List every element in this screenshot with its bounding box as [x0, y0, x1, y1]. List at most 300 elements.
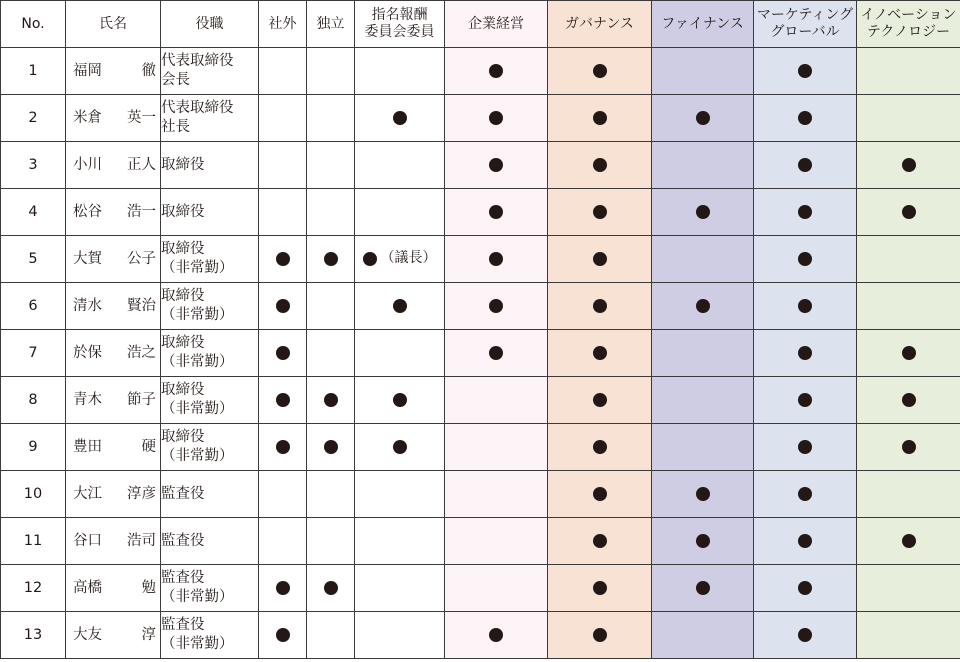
- cell-role: [161, 612, 259, 659]
- role-subtitle: 会長: [161, 72, 190, 88]
- filled-circle-icon: [324, 581, 338, 595]
- cell-finance: [652, 471, 754, 518]
- filled-circle-icon: [798, 252, 812, 266]
- cell-innovation-technology: [857, 471, 960, 518]
- role-title: 取締役: [161, 156, 205, 173]
- cell-innovation-technology: [857, 283, 960, 330]
- cell-marketing-global: [754, 612, 857, 659]
- family-name: 於保: [73, 344, 102, 361]
- role-subtitle: （非常勤）: [161, 448, 234, 464]
- filled-circle-icon: [902, 205, 916, 219]
- cell-nomination-committee: [355, 471, 445, 518]
- cell-finance: [652, 95, 754, 142]
- cell-role: [161, 330, 259, 377]
- cell-finance: [652, 377, 754, 424]
- family-name: 谷口: [73, 532, 102, 549]
- cell-innovation-technology: [857, 95, 960, 142]
- cell-governance: [548, 283, 652, 330]
- cell-role: [161, 377, 259, 424]
- table-row: [1, 189, 960, 236]
- cell-independent: [307, 518, 355, 565]
- filled-circle-icon: [276, 393, 290, 407]
- filled-circle-icon: [902, 534, 916, 548]
- cell-governance: [548, 330, 652, 377]
- filled-circle-icon: [902, 346, 916, 360]
- cell-innovation-technology: [857, 612, 960, 659]
- role-subtitle: （非常勤）: [161, 354, 234, 370]
- filled-circle-icon: [902, 158, 916, 172]
- cell-outside: [259, 142, 307, 189]
- filled-circle-icon: [798, 628, 812, 642]
- cell-governance: [548, 48, 652, 95]
- header-outside: 社外: [259, 1, 307, 48]
- cell-corporate-management: [445, 283, 548, 330]
- cell-nomination-committee: [355, 48, 445, 95]
- person-name: [66, 62, 160, 81]
- filled-circle-icon: [696, 111, 710, 125]
- filled-circle-icon: [798, 440, 812, 454]
- role-subtitle: （非常勤）: [161, 589, 234, 605]
- table-row: [1, 283, 960, 330]
- cell-no: 3: [1, 142, 66, 189]
- cell-role: [161, 236, 259, 283]
- header-nomination-line1: 指名報酬: [371, 7, 428, 23]
- filled-circle-icon: [696, 205, 710, 219]
- table-row: [1, 236, 960, 283]
- cell-name: [66, 236, 161, 283]
- person-name: [66, 203, 160, 222]
- role-subtitle: （非常勤）: [161, 401, 234, 417]
- header-role: 役職: [161, 1, 259, 48]
- given-name: 浩一: [127, 203, 156, 220]
- filled-circle-icon: [696, 534, 710, 548]
- filled-circle-icon: [798, 534, 812, 548]
- person-name: [66, 109, 160, 128]
- header-innovation-line2: テクノロジー: [866, 24, 951, 40]
- family-name: 大友: [73, 626, 102, 643]
- cell-outside: [259, 330, 307, 377]
- given-name: 淳: [141, 626, 156, 643]
- filled-circle-icon: [696, 299, 710, 313]
- person-name: [66, 438, 160, 457]
- cell-governance: [548, 471, 652, 518]
- cell-role: [161, 424, 259, 471]
- filled-circle-icon: [798, 111, 812, 125]
- family-name: 清水: [73, 297, 102, 314]
- cell-outside: [259, 471, 307, 518]
- cell-innovation-technology: [857, 142, 960, 189]
- cell-role: [161, 95, 259, 142]
- family-name: 大江: [73, 485, 102, 502]
- header-marketing-global: [754, 1, 857, 48]
- cell-innovation-technology: [857, 424, 960, 471]
- filled-circle-icon: [393, 111, 407, 125]
- cell-no: 9: [1, 424, 66, 471]
- cell-name: [66, 377, 161, 424]
- family-name: 小川: [73, 156, 102, 173]
- cell-corporate-management: [445, 48, 548, 95]
- filled-circle-icon: [393, 440, 407, 454]
- cell-no: 1: [1, 48, 66, 95]
- person-name: [66, 485, 160, 504]
- role-title: 監査役: [161, 570, 205, 586]
- person-name: [66, 297, 160, 316]
- table-header: [1, 1, 960, 48]
- table-row: [1, 48, 960, 95]
- filled-circle-icon: [593, 581, 607, 595]
- cell-name: [66, 48, 161, 95]
- cell-finance: [652, 283, 754, 330]
- header-marketing-line2: グローバル: [770, 24, 840, 40]
- filled-circle-icon: [593, 487, 607, 501]
- table-row: [1, 142, 960, 189]
- cell-role: [161, 142, 259, 189]
- filled-circle-icon: [393, 299, 407, 313]
- cell-name: [66, 424, 161, 471]
- filled-circle-icon: [324, 440, 338, 454]
- cell-corporate-management: [445, 236, 548, 283]
- cell-independent: [307, 424, 355, 471]
- cell-finance: [652, 189, 754, 236]
- filled-circle-icon: [276, 581, 290, 595]
- person-name: [66, 344, 160, 363]
- cell-corporate-management: [445, 424, 548, 471]
- header-finance: ファイナンス: [652, 1, 754, 48]
- filled-circle-icon: [798, 205, 812, 219]
- header-governance: ガバナンス: [548, 1, 652, 48]
- cell-corporate-management: [445, 377, 548, 424]
- role-title: 取締役: [161, 241, 205, 257]
- filled-circle-icon: [798, 346, 812, 360]
- cell-outside: [259, 95, 307, 142]
- role-title: 監査役: [161, 617, 205, 633]
- filled-circle-icon: [902, 393, 916, 407]
- cell-marketing-global: [754, 518, 857, 565]
- cell-finance: [652, 424, 754, 471]
- cell-independent: [307, 142, 355, 189]
- person-name: [66, 532, 160, 551]
- cell-no: 6: [1, 283, 66, 330]
- role-title: 監査役: [161, 485, 205, 502]
- cell-nomination-committee: [355, 189, 445, 236]
- cell-outside: [259, 377, 307, 424]
- cell-outside: [259, 424, 307, 471]
- cell-outside: [259, 612, 307, 659]
- cell-outside: [259, 518, 307, 565]
- cell-governance: [548, 565, 652, 612]
- filled-circle-icon: [593, 393, 607, 407]
- role-title: 取締役: [161, 335, 205, 351]
- filled-circle-icon: [276, 440, 290, 454]
- cell-name: [66, 518, 161, 565]
- header-innovation-line1: イノベーション: [860, 7, 957, 23]
- given-name: 節子: [127, 391, 156, 408]
- family-name: 米倉: [73, 109, 102, 126]
- filled-circle-icon: [276, 252, 290, 266]
- table-row: [1, 518, 960, 565]
- table-row: [1, 565, 960, 612]
- cell-outside: [259, 236, 307, 283]
- role-title: 取締役: [161, 203, 205, 220]
- family-name: 豊田: [73, 438, 102, 455]
- filled-circle-icon: [593, 64, 607, 78]
- filled-circle-icon: [489, 111, 503, 125]
- cell-name: [66, 95, 161, 142]
- cell-name: [66, 189, 161, 236]
- header-nomination-committee: [355, 1, 445, 48]
- cell-governance: [548, 518, 652, 565]
- cell-nomination-committee: [355, 377, 445, 424]
- filled-circle-icon: [593, 299, 607, 313]
- cell-governance: [548, 612, 652, 659]
- filled-circle-icon: [798, 158, 812, 172]
- cell-role: [161, 471, 259, 518]
- cell-innovation-technology: [857, 330, 960, 377]
- cell-marketing-global: [754, 377, 857, 424]
- filled-circle-icon: [696, 581, 710, 595]
- cell-governance: [548, 189, 652, 236]
- cell-corporate-management: [445, 142, 548, 189]
- cell-nomination-committee: [355, 95, 445, 142]
- role-title: 取締役: [161, 382, 205, 398]
- filled-circle-icon: [798, 581, 812, 595]
- cell-corporate-management: [445, 612, 548, 659]
- cell-nomination-committee: [355, 330, 445, 377]
- cell-marketing-global: [754, 565, 857, 612]
- filled-circle-icon: [489, 252, 503, 266]
- cell-name: [66, 330, 161, 377]
- cell-finance: [652, 48, 754, 95]
- header-innovation-technology: [857, 1, 960, 48]
- filled-circle-icon: [393, 393, 407, 407]
- cell-no: 5: [1, 236, 66, 283]
- filled-circle-icon: [593, 534, 607, 548]
- filled-circle-icon: [798, 393, 812, 407]
- filled-circle-icon: [324, 252, 338, 266]
- filled-circle-icon: [489, 628, 503, 642]
- header-corporate-management: 企業経営: [445, 1, 548, 48]
- cell-innovation-technology: [857, 565, 960, 612]
- header-row: [1, 1, 960, 48]
- cell-independent: [307, 236, 355, 283]
- filled-circle-icon: [593, 440, 607, 454]
- cell-independent: [307, 612, 355, 659]
- cell-governance: [548, 142, 652, 189]
- cell-independent: [307, 377, 355, 424]
- cell-name: [66, 612, 161, 659]
- cell-marketing-global: [754, 48, 857, 95]
- filled-circle-icon: [593, 205, 607, 219]
- cell-innovation-technology: [857, 189, 960, 236]
- table-row: [1, 612, 960, 659]
- given-name: 公子: [127, 250, 156, 267]
- table-row: [1, 471, 960, 518]
- role-title: 監査役: [161, 532, 205, 549]
- given-name: 英一: [127, 109, 156, 126]
- filled-circle-icon: [593, 628, 607, 642]
- cell-marketing-global: [754, 95, 857, 142]
- filled-circle-icon: [489, 64, 503, 78]
- chair-note: （議長）: [380, 250, 437, 267]
- filled-circle-icon: [798, 64, 812, 78]
- cell-finance: [652, 612, 754, 659]
- cell-finance: [652, 142, 754, 189]
- given-name: 勉: [141, 579, 156, 596]
- cell-corporate-management: [445, 95, 548, 142]
- filled-circle-icon: [593, 346, 607, 360]
- filled-circle-icon: [593, 158, 607, 172]
- person-name: [66, 391, 160, 410]
- given-name: 徹: [141, 62, 156, 79]
- cell-role: [161, 189, 259, 236]
- cell-nomination-committee: [355, 518, 445, 565]
- role-subtitle: （非常勤）: [161, 636, 234, 652]
- cell-corporate-management: [445, 518, 548, 565]
- cell-marketing-global: [754, 236, 857, 283]
- given-name: 浩之: [127, 344, 156, 361]
- cell-outside: [259, 189, 307, 236]
- cell-finance: [652, 330, 754, 377]
- cell-role: [161, 283, 259, 330]
- cell-no: 13: [1, 612, 66, 659]
- role-title: 取締役: [161, 288, 205, 304]
- header-name: 氏名: [66, 1, 161, 48]
- table-row: [1, 95, 960, 142]
- filled-circle-icon: [489, 346, 503, 360]
- cell-innovation-technology: [857, 236, 960, 283]
- cell-no: 11: [1, 518, 66, 565]
- header-no: No.: [1, 1, 66, 48]
- cell-independent: [307, 565, 355, 612]
- cell-corporate-management: [445, 189, 548, 236]
- table-row: [1, 330, 960, 377]
- cell-marketing-global: [754, 424, 857, 471]
- cell-corporate-management: [445, 471, 548, 518]
- cell-name: [66, 283, 161, 330]
- cell-outside: [259, 283, 307, 330]
- given-name: 淳彦: [127, 485, 156, 502]
- header-independent: 独立: [307, 1, 355, 48]
- filled-circle-icon: [593, 252, 607, 266]
- table-row: [1, 377, 960, 424]
- role-title: 代表取締役: [161, 53, 234, 69]
- cell-nomination-committee: [355, 424, 445, 471]
- cell-name: [66, 142, 161, 189]
- cell-no: 2: [1, 95, 66, 142]
- filled-circle-icon: [489, 158, 503, 172]
- person-name: [66, 579, 160, 598]
- person-name: [66, 156, 160, 175]
- role-subtitle: （非常勤）: [161, 307, 234, 323]
- table-row: [1, 424, 960, 471]
- header-nomination-line2: 委員会委員: [364, 24, 435, 40]
- family-name: 福岡: [73, 62, 102, 79]
- person-name: [66, 626, 160, 645]
- cell-nomination-committee: [355, 236, 445, 283]
- cell-role: [161, 48, 259, 95]
- cell-name: [66, 471, 161, 518]
- filled-circle-icon: [276, 299, 290, 313]
- given-name: 硬: [141, 438, 156, 455]
- cell-marketing-global: [754, 471, 857, 518]
- family-name: 高橋: [73, 579, 102, 596]
- role-title: 取締役: [161, 429, 205, 445]
- cell-corporate-management: [445, 330, 548, 377]
- filled-circle-icon: [363, 252, 377, 266]
- cell-independent: [307, 283, 355, 330]
- family-name: 青木: [73, 391, 102, 408]
- cell-name: [66, 565, 161, 612]
- cell-marketing-global: [754, 283, 857, 330]
- cell-role: [161, 518, 259, 565]
- filled-circle-icon: [489, 299, 503, 313]
- role-subtitle: （非常勤）: [161, 260, 234, 276]
- cell-independent: [307, 48, 355, 95]
- person-name: [66, 250, 160, 269]
- cell-outside: [259, 565, 307, 612]
- given-name: 正人: [127, 156, 156, 173]
- cell-no: 12: [1, 565, 66, 612]
- filled-circle-icon: [798, 487, 812, 501]
- cell-innovation-technology: [857, 518, 960, 565]
- role-subtitle: 社長: [161, 119, 190, 135]
- given-name: 賢治: [127, 297, 156, 314]
- cell-marketing-global: [754, 330, 857, 377]
- filled-circle-icon: [324, 393, 338, 407]
- cell-no: 7: [1, 330, 66, 377]
- cell-innovation-technology: [857, 377, 960, 424]
- cell-independent: [307, 471, 355, 518]
- filled-circle-icon: [902, 440, 916, 454]
- header-marketing-line1: マーケティング: [756, 7, 854, 23]
- cell-outside: [259, 48, 307, 95]
- cell-governance: [548, 95, 652, 142]
- cell-governance: [548, 424, 652, 471]
- role-title: 代表取締役: [161, 100, 234, 116]
- cell-no: 4: [1, 189, 66, 236]
- cell-finance: [652, 236, 754, 283]
- cell-nomination-committee: [355, 142, 445, 189]
- table-body: [1, 48, 960, 659]
- filled-circle-icon: [276, 346, 290, 360]
- cell-role: [161, 565, 259, 612]
- cell-marketing-global: [754, 142, 857, 189]
- filled-circle-icon: [696, 487, 710, 501]
- filled-circle-icon: [276, 628, 290, 642]
- cell-corporate-management: [445, 565, 548, 612]
- cell-independent: [307, 95, 355, 142]
- filled-circle-icon: [489, 205, 503, 219]
- cell-nomination-committee: [355, 565, 445, 612]
- given-name: 浩司: [127, 532, 156, 549]
- cell-no: 8: [1, 377, 66, 424]
- filled-circle-icon: [593, 111, 607, 125]
- cell-independent: [307, 189, 355, 236]
- family-name: 大賀: [73, 250, 102, 267]
- cell-governance: [548, 377, 652, 424]
- cell-nomination-committee: [355, 283, 445, 330]
- cell-finance: [652, 565, 754, 612]
- cell-no: 10: [1, 471, 66, 518]
- cell-independent: [307, 330, 355, 377]
- cell-nomination-committee: [355, 612, 445, 659]
- cell-finance: [652, 518, 754, 565]
- family-name: 松谷: [73, 203, 102, 220]
- cell-innovation-technology: [857, 48, 960, 95]
- cell-governance: [548, 236, 652, 283]
- filled-circle-icon: [798, 299, 812, 313]
- cell-marketing-global: [754, 189, 857, 236]
